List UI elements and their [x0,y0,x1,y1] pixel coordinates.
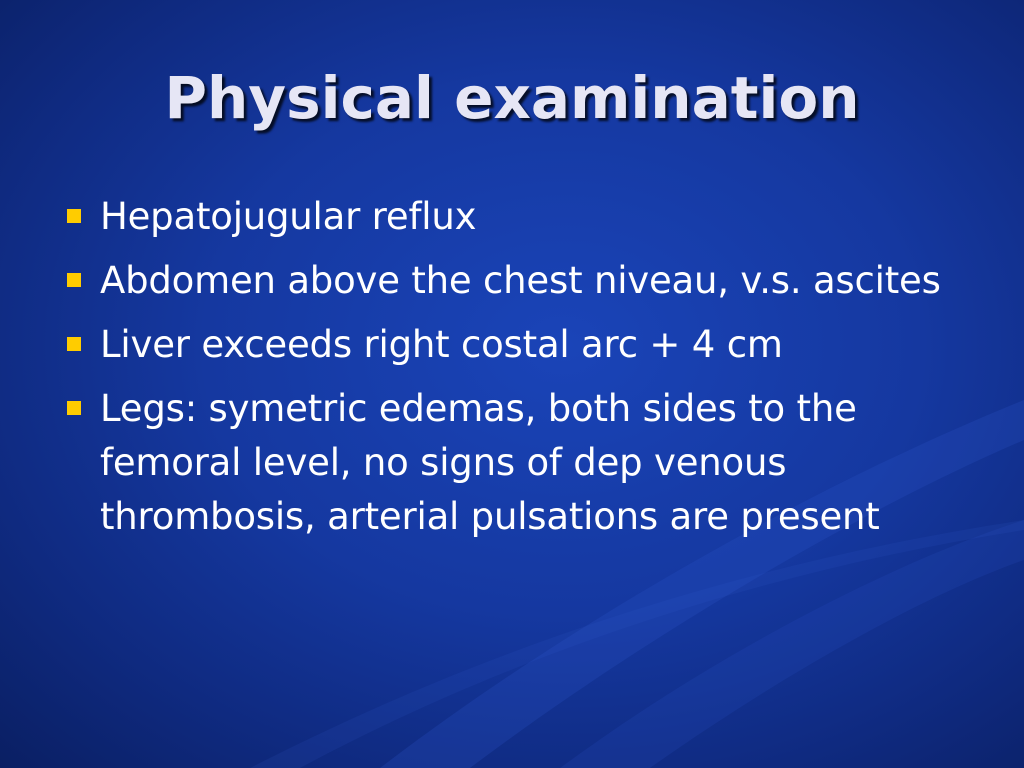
bullet-item [64,190,964,244]
bullet-text: Hepatojugular reflux [100,195,477,238]
slide-title: Physical examination [164,64,860,132]
square-bullet-icon [67,273,81,287]
bullet-item [64,318,964,372]
bullet-list [64,190,964,554]
square-bullet-icon [67,401,81,415]
bullet-text: Abdomen above the chest niveau, v.s. ascites [100,259,941,302]
bullet-text: Liver exceeds right costal arc + 4 cm [100,323,783,366]
bullet-item [64,382,964,544]
square-bullet-icon [67,209,81,223]
square-bullet-icon [67,337,81,351]
bullet-item [64,254,964,308]
bullet-text: Legs: symetric edemas, both sides to the femoral level, no signs of dep venous thrombosis, arterial pulsations are present [100,387,880,538]
